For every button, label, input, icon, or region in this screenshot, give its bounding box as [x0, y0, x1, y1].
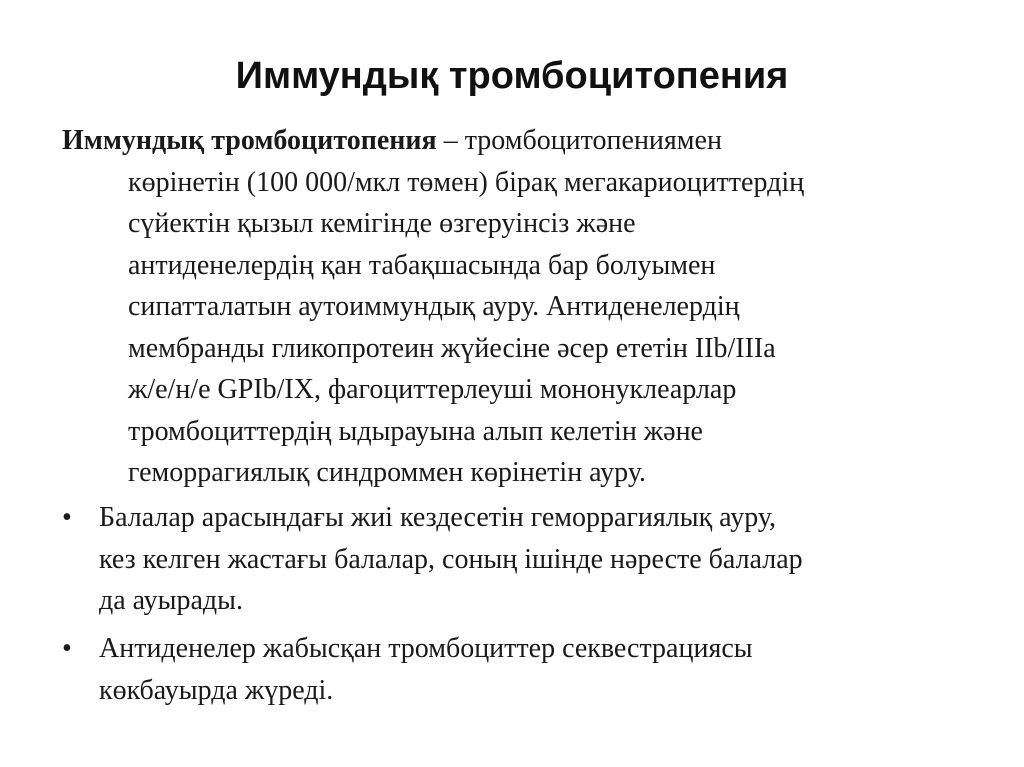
definition-line-1-text: – тромбоцитопениямен: [436, 125, 722, 156]
definition-line-2: көрінетін (100 000/мкл төмен) бірақ мегакариоциттердің: [128, 166, 805, 198]
bullet-line: көкбауырда жүреді.: [99, 674, 334, 706]
bullet-line: Антиденелер жабысқан тромбоциттер секвестрациясы: [99, 633, 753, 664]
definition-line-3: сүйектін қызыл кемігінде өзгеруінсіз және: [128, 208, 636, 239]
bullet-text: [99, 497, 979, 622]
bullet-marker: •: [62, 502, 72, 533]
definition-line-5: сипатталатын аутоиммундық ауру. Антиденелердің: [128, 291, 740, 322]
definition-line-6: мембранды гликопротеин жүйесіне әсер ететін IIb/IIIa: [128, 332, 776, 364]
bullet-line: Балалар арасындағы жиі кездесетін геморрагиялық ауру,: [99, 502, 777, 533]
definition-line-4: антиденелердің қан табақшасында бар болуымен: [128, 249, 716, 281]
definition-line-8: тромбоциттердің ыдырауына алып келетін және: [128, 415, 703, 447]
definition-line-9: геморрагиялық синдроммен көрінетін ауру.: [128, 457, 647, 488]
bullet-text: [99, 628, 979, 711]
definition-paragraph: [62, 120, 962, 494]
definition-line-7: ж/е/н/е GPIb/IX, фагоциттерлеуші мононуклеарлар: [128, 374, 737, 405]
definition-line-1: [62, 120, 962, 162]
bullet-marker: •: [62, 633, 72, 664]
slide-title: Иммундық тромбоцитопения: [235, 55, 789, 97]
bullet-line: да ауырады.: [99, 585, 243, 616]
definition-lead-term: Иммундық тромбоцитопения: [62, 125, 437, 156]
bullet-line: кез келген жастағы балалар, соның ішінде нәресте балалар: [99, 543, 803, 575]
